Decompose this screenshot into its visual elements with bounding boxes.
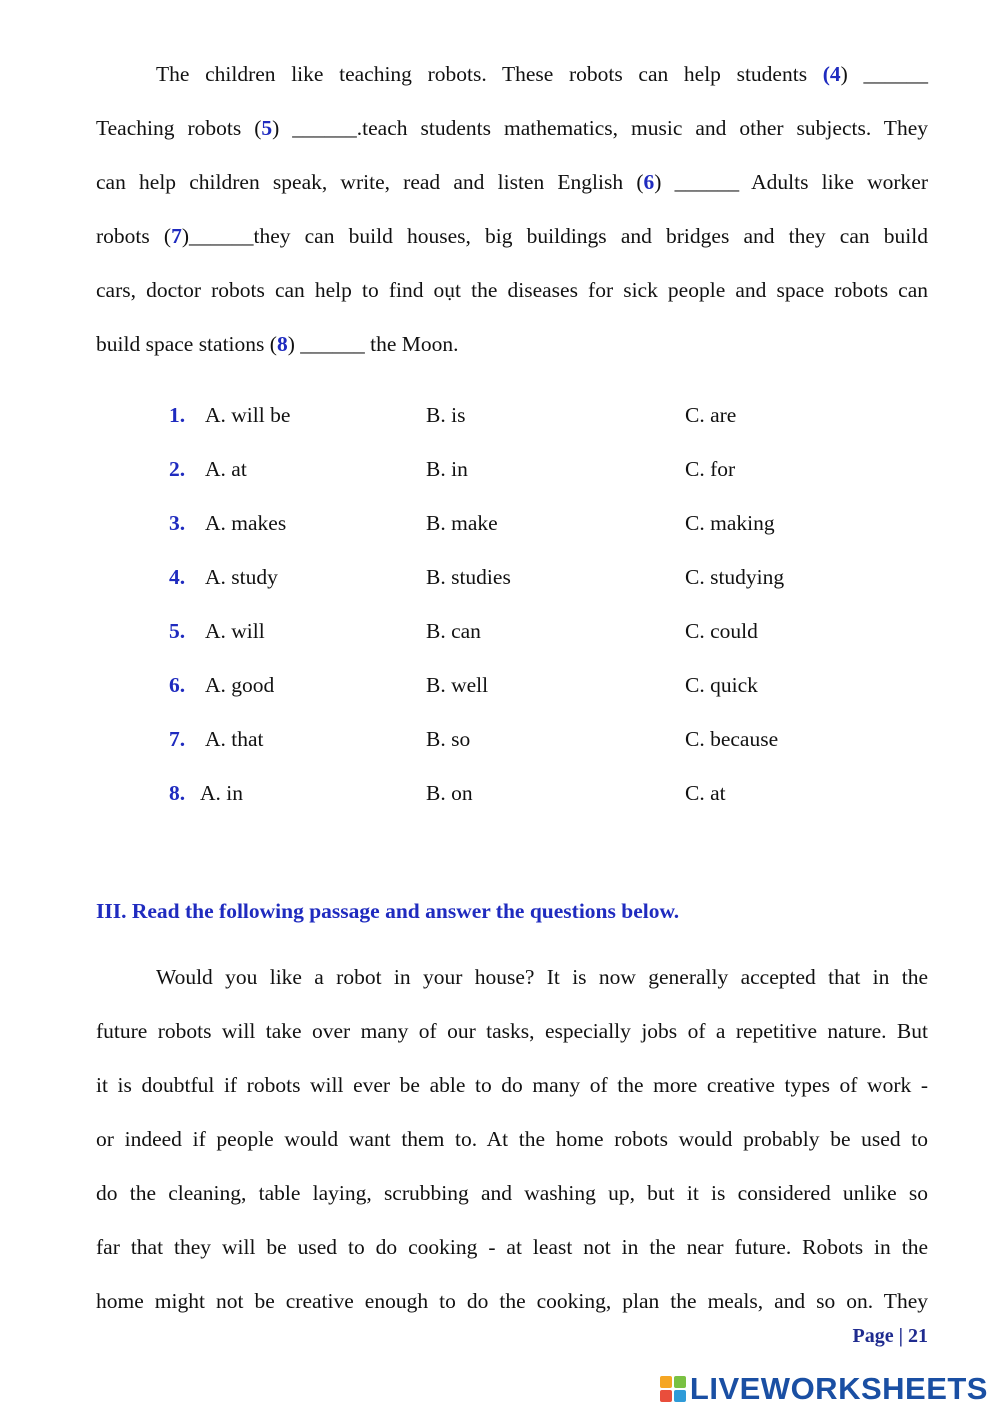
option-a[interactable]: A. at [205, 457, 247, 481]
option-a[interactable]: A. makes [205, 511, 287, 535]
option-a[interactable]: A. in [200, 781, 243, 805]
option-c[interactable]: C. for [685, 457, 736, 481]
passage-line: Teaching robots (5) ______.teach students mathematics, music and other subjects. They [96, 116, 928, 140]
option-c[interactable]: C. are [685, 403, 737, 427]
passage-line: Would you like a robot in your house? It is now generally accepted that in the [156, 965, 928, 989]
passage-reading [96, 950, 928, 1328]
option-c[interactable]: C. at [685, 781, 726, 805]
question-number: 7. [169, 727, 186, 751]
passage-line: robots (7)______they can build houses, big buildings and bridges and they can build [96, 224, 928, 248]
brand-logo-icon [660, 1376, 686, 1402]
option-row [0, 713, 1000, 767]
passage-line: can help children speak, write, read and listen English (6) ______ Adults like worker [96, 170, 928, 194]
option-a[interactable]: A. will be [205, 403, 291, 427]
logo-tile [674, 1390, 686, 1402]
section-heading: III. Read the following passage and answer the questions below. [96, 899, 680, 923]
option-b[interactable]: B. on [426, 781, 473, 805]
question-number: 2. [169, 457, 186, 481]
option-a[interactable]: A. will [205, 619, 265, 643]
passage-line: The children like teaching robots. These robots can help students (4) ______ [156, 62, 928, 86]
option-c[interactable]: C. because [685, 727, 779, 751]
passage-line: cars, doctor robots can help to find oụt the diseases for sick people and space robots can [96, 278, 928, 302]
blank-number: 8 [276, 332, 288, 356]
passage-line: home might not be creative enough to do the cooking, plan the meals, and so on. They [96, 1289, 928, 1313]
logo-tile [674, 1376, 686, 1388]
option-row [0, 497, 1000, 551]
question-number: 3. [169, 511, 186, 535]
question-number: 5. [169, 619, 186, 643]
option-b[interactable]: B. make [426, 511, 498, 535]
option-row [0, 551, 1000, 605]
option-row [0, 389, 1000, 443]
logo-tile [660, 1376, 672, 1388]
option-row [0, 605, 1000, 659]
option-a[interactable]: A. that [205, 727, 264, 751]
option-b[interactable]: B. so [426, 727, 471, 751]
option-c[interactable]: C. studying [685, 565, 785, 589]
blank-number: 5 [261, 116, 273, 140]
blank-number: (4 [822, 62, 841, 86]
option-row [0, 659, 1000, 713]
option-a[interactable]: A. study [205, 565, 278, 589]
option-c[interactable]: C. could [685, 619, 758, 643]
option-c[interactable]: C. quick [685, 673, 758, 697]
page-number: Page | 21 [852, 1325, 928, 1347]
option-c[interactable]: C. making [685, 511, 775, 535]
passage-line: do the cleaning, table laying, scrubbing and washing up, but it is considered unlike so [96, 1181, 928, 1205]
option-b[interactable]: B. can [426, 619, 481, 643]
brand-name: LIVEWORKSHEETS [689, 1371, 988, 1406]
passage-line: build space stations (8) ______ the Moon. [96, 332, 459, 356]
question-number: 6. [169, 673, 186, 697]
logo-tile [660, 1390, 672, 1402]
blank-number: 7 [171, 224, 182, 248]
passage-line: it is doubtful if robots will ever be able to do many of the more creative types of work - [96, 1073, 928, 1097]
passage-line: far that they will be used to do cooking - at least not in the near future. Robots in the [96, 1235, 928, 1259]
option-b[interactable]: B. well [426, 673, 489, 697]
question-number: 1. [169, 403, 186, 427]
blank-number: 6 [643, 170, 655, 194]
option-b[interactable]: B. studies [426, 565, 511, 589]
option-row [0, 443, 1000, 497]
question-number: 4. [169, 565, 186, 589]
option-b[interactable]: B. is [426, 403, 466, 427]
option-a[interactable]: A. good [205, 673, 275, 697]
passage-cloze [96, 47, 928, 371]
option-row [0, 767, 1000, 821]
option-b[interactable]: B. in [426, 457, 468, 481]
passage-line: future robots will take over many of our tasks, especially jobs of a repetitive nature. But [96, 1019, 928, 1043]
brand-watermark [660, 1371, 988, 1407]
passage-line: or indeed if people would want them to. At the home robots would probably be used to [96, 1127, 928, 1151]
question-number: 8. [169, 781, 186, 805]
